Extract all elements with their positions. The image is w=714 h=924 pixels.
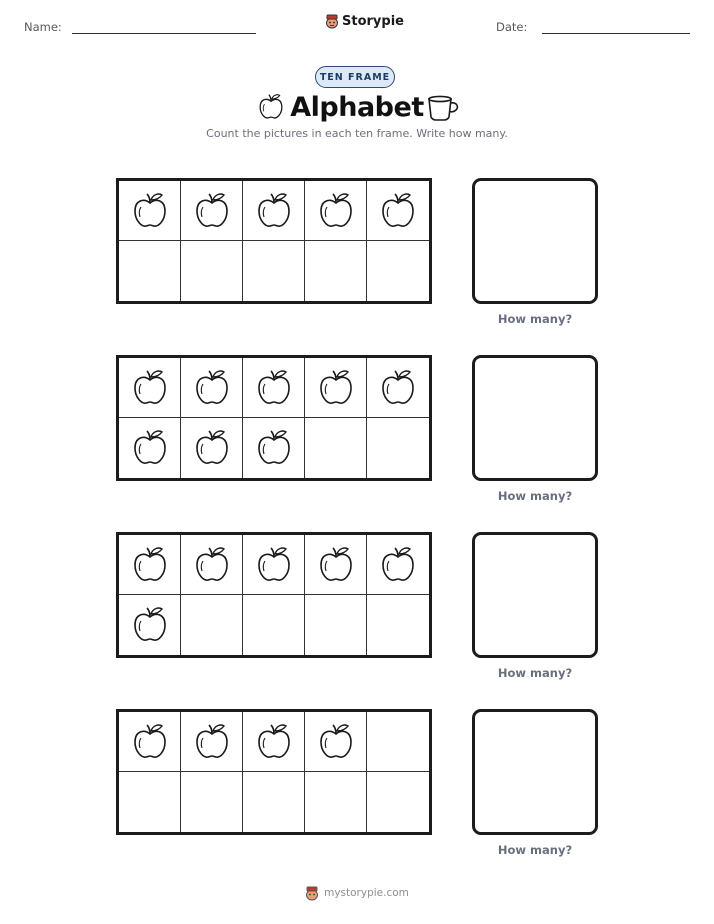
apple-icon — [256, 369, 292, 407]
apple-icon — [318, 192, 354, 230]
frame-cell — [181, 595, 243, 655]
apple-icon — [194, 723, 230, 761]
apple-icon — [380, 192, 416, 230]
name-label: Name: — [24, 20, 62, 34]
apple-icon — [132, 546, 168, 584]
apple-icon — [380, 546, 416, 584]
apple-icon — [318, 369, 354, 407]
frame-cell — [243, 595, 305, 655]
frame-cell — [305, 181, 367, 241]
ten-frame-4 — [116, 709, 432, 835]
frame-cell — [181, 772, 243, 832]
apple-icon — [132, 429, 168, 467]
frame-cell — [243, 535, 305, 595]
apple-icon — [132, 723, 168, 761]
frame-cell — [181, 241, 243, 301]
ten-frame-badge: TEN FRAME — [315, 66, 395, 88]
ten-frame-2 — [116, 355, 432, 481]
frame-cell — [367, 772, 429, 832]
frame-cell — [305, 595, 367, 655]
worksheet-title: Alphabet — [290, 92, 424, 123]
frame-cell — [119, 241, 181, 301]
frame-cell — [181, 358, 243, 418]
brand-logo — [325, 13, 404, 29]
frame-cell — [119, 712, 181, 772]
how-many-label-3: How many? — [497, 666, 573, 680]
footer — [0, 885, 714, 901]
brand-name: Storypie — [342, 13, 404, 29]
apple-icon — [194, 546, 230, 584]
apple-icon — [256, 723, 292, 761]
frame-cell — [305, 772, 367, 832]
instructions: Count the pictures in each ten frame. Write how many. — [206, 127, 508, 140]
frame-cell — [367, 241, 429, 301]
apple-icon — [256, 429, 292, 467]
footer-url: mystorypie.com — [324, 887, 409, 899]
date-line[interactable] — [542, 33, 690, 34]
how-many-label-1: How many? — [497, 312, 573, 326]
apple-icon — [132, 369, 168, 407]
frame-cell — [367, 595, 429, 655]
frame-cell — [119, 772, 181, 832]
frame-cell — [119, 595, 181, 655]
answer-box-1[interactable] — [472, 178, 598, 304]
apple-icon — [132, 192, 168, 230]
apple-icon — [194, 369, 230, 407]
apple-icon — [194, 192, 230, 230]
answer-box-3[interactable] — [472, 532, 598, 658]
frame-cell — [119, 181, 181, 241]
cup-icon — [426, 93, 460, 121]
frame-cell — [181, 712, 243, 772]
frame-cell — [119, 535, 181, 595]
apple-icon — [194, 429, 230, 467]
frame-cell — [243, 772, 305, 832]
frame-cell — [305, 712, 367, 772]
storypie-mascot-icon — [325, 13, 339, 29]
frame-cell — [367, 712, 429, 772]
apple-icon — [132, 606, 168, 644]
frame-cell — [367, 418, 429, 478]
frame-cell — [243, 241, 305, 301]
how-many-label-2: How many? — [497, 489, 573, 503]
frame-cell — [305, 418, 367, 478]
ten-frame-1 — [116, 178, 432, 304]
answer-box-4[interactable] — [472, 709, 598, 835]
frame-cell — [181, 535, 243, 595]
frame-cell — [305, 241, 367, 301]
apple-icon — [256, 546, 292, 584]
frame-cell — [243, 358, 305, 418]
apple-icon — [256, 192, 292, 230]
answer-box-2[interactable] — [472, 355, 598, 481]
frame-cell — [119, 418, 181, 478]
frame-cell — [181, 418, 243, 478]
frame-cell — [243, 181, 305, 241]
frame-cell — [367, 535, 429, 595]
storypie-mascot-icon — [305, 885, 319, 901]
frame-cell — [367, 358, 429, 418]
date-label: Date: — [496, 20, 528, 34]
name-line[interactable] — [72, 33, 256, 34]
apple-icon — [318, 546, 354, 584]
frame-cell — [305, 535, 367, 595]
apple-icon — [380, 369, 416, 407]
frame-cell — [305, 358, 367, 418]
frame-cell — [119, 358, 181, 418]
frame-cell — [367, 181, 429, 241]
frame-cell — [181, 181, 243, 241]
how-many-label-4: How many? — [497, 843, 573, 857]
frame-cell — [243, 712, 305, 772]
frame-cell — [243, 418, 305, 478]
ten-frame-3 — [116, 532, 432, 658]
apple-icon — [318, 723, 354, 761]
